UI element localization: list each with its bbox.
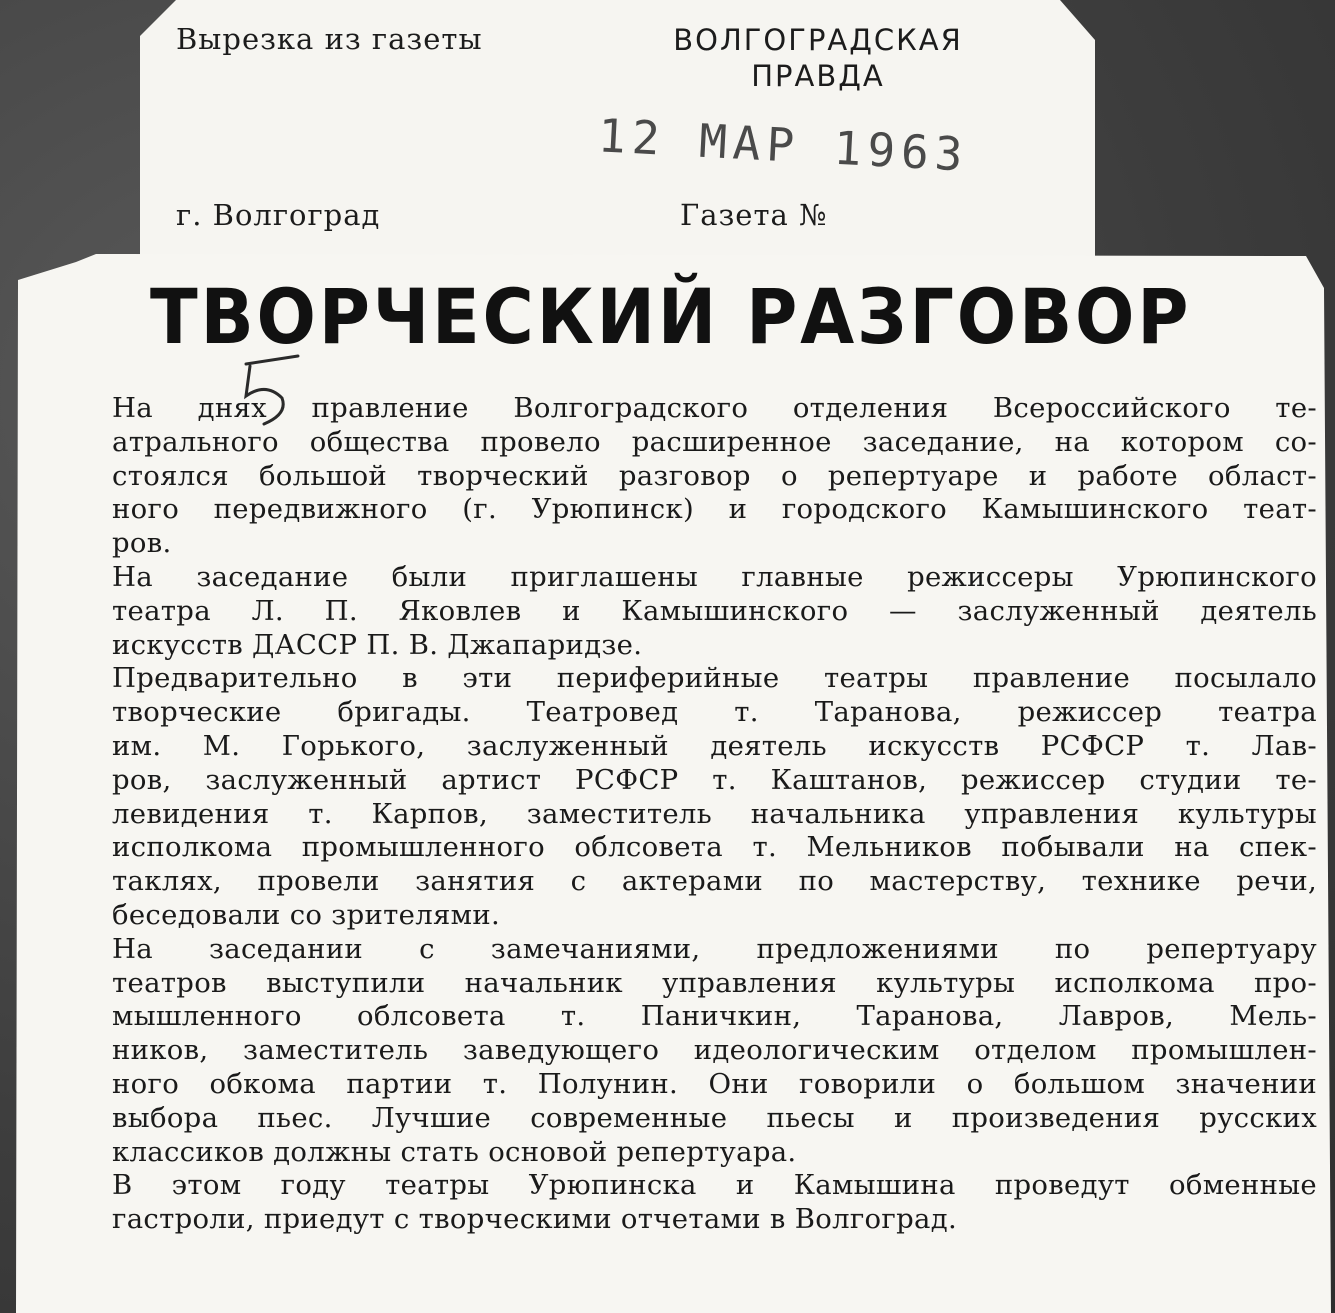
article-line: беседовали со зрителями.	[112, 898, 501, 931]
article-line: ников, заместитель заведующего идеологическим отделом промышлен-	[112, 1034, 1317, 1067]
article-body	[112, 392, 1317, 1237]
newspaper-name	[648, 22, 988, 94]
article-line: театров выступили начальник управления культуры исполкома про-	[112, 966, 1317, 999]
article-line: таклях, провели занятия с актерами по мастерству, технике речи,	[112, 865, 1317, 898]
article-paragraph	[112, 662, 1317, 932]
article-paragraph	[112, 392, 1317, 561]
article-line: ного обкома партии т. Полунин. Они говорили о большом значении	[112, 1067, 1317, 1100]
article-paragraph	[112, 561, 1317, 662]
article-line: атрального общества провело расширенное заседание, на котором со-	[112, 425, 1317, 458]
article-line: На заседании с замечаниями, предложениями по репертуару	[112, 932, 1317, 965]
article-line: классиков должны стать основой репертуара.	[112, 1135, 797, 1168]
article-line: гастроли, приедут с творческими отчетами в Волгоград.	[112, 1203, 957, 1236]
city-label: г. Волгоград	[176, 198, 381, 232]
date-stamp: 12 МАР 1963	[596, 108, 970, 182]
article-line: ного передвижного (г. Урюпинск) и городского Камышинского теат-	[112, 493, 1317, 526]
article-line: левидения т. Карпов, заместитель начальника управления культуры	[112, 797, 1317, 830]
newspaper-name-line2: ПРАВДА	[751, 59, 885, 93]
article-line: выбора пьес. Лучшие современные пьесы и произведения русских	[112, 1101, 1317, 1134]
article-line: На днях правление Волгоградского отделения Всероссийского те-	[112, 392, 1317, 424]
article-line: Предварительно в эти периферийные театры правление посылало	[112, 662, 1317, 695]
article-line: В этом году театры Урюпинска и Камышина проведут обменные	[112, 1169, 1317, 1202]
article-line: театра Л. П. Яковлев и Камышинского — заслуженный деятель	[112, 594, 1317, 627]
newspaper-name-line1: ВОЛГОГРАДСКАЯ	[673, 23, 963, 57]
article-paragraph	[112, 1169, 1317, 1237]
article-headline: ТВОРЧЕСКИЙ РАЗГОВОР	[150, 272, 1192, 361]
article-line: искусств ДАССР П. В. Джапаридзе.	[112, 628, 643, 661]
article-paragraph	[112, 933, 1317, 1170]
article-line: На заседание были приглашены главные режиссеры Урюпинского	[112, 560, 1317, 593]
article-line: мышленного облсовета т. Паничкин, Таранова, Лавров, Мель-	[112, 1000, 1317, 1033]
article-line: им. М. Горького, заслуженный деятель искусств РСФСР т. Лав-	[112, 729, 1317, 762]
article-line: ров, заслуженный артист РСФСР т. Каштанов, режиссер студии те-	[112, 763, 1317, 796]
article-line: творческие бригады. Театровед т. Таранова, режиссер театра	[112, 696, 1317, 729]
article-line: исполкома промышленного облсовета т. Мельников побывали на спек-	[112, 831, 1317, 864]
clipping-label: Вырезка из газеты	[176, 22, 483, 56]
issue-number-label: Газета №	[680, 198, 828, 232]
article-line: стоялся большой творческий разговор о репертуаре и работе област-	[112, 459, 1317, 492]
article-line: ров.	[112, 527, 172, 560]
